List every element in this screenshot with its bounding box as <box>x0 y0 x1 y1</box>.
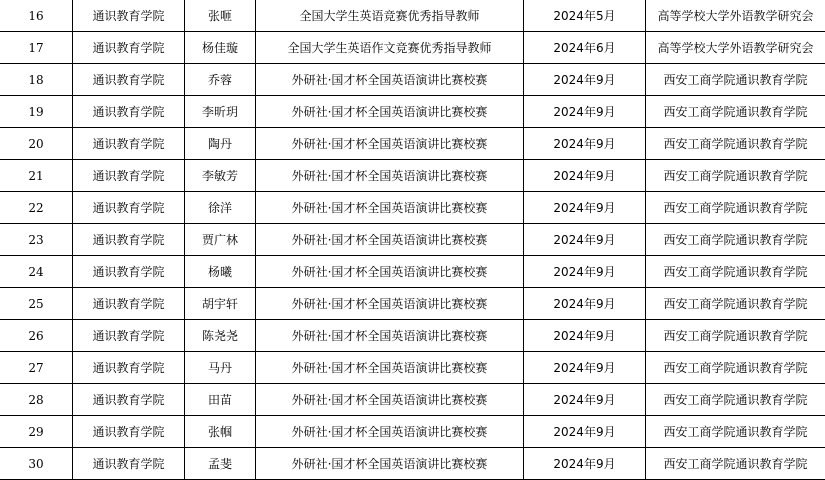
table-row <box>0 416 825 448</box>
organizer-cell: 西安工商学院通识教育学院 <box>646 352 825 384</box>
date-cell: 2024年9月 <box>524 320 646 352</box>
table-row <box>0 320 825 352</box>
teacher-name-cell: 杨曦 <box>185 256 256 288</box>
award-cell: 外研社·国才杯全国英语演讲比赛校赛 <box>256 256 524 288</box>
organizer-cell: 西安工商学院通识教育学院 <box>646 320 825 352</box>
table-row <box>0 224 825 256</box>
college-cell: 通识教育学院 <box>73 128 185 160</box>
date-cell: 2024年9月 <box>524 448 646 480</box>
award-cell: 全国大学生英语作文竞赛优秀指导教师 <box>256 32 524 64</box>
row-number-cell: 26 <box>0 320 73 352</box>
college-cell: 通识教育学院 <box>73 32 185 64</box>
teacher-name-cell: 乔蓉 <box>185 64 256 96</box>
row-number-cell: 28 <box>0 384 73 416</box>
table-row <box>0 448 825 480</box>
organizer-cell: 西安工商学院通识教育学院 <box>646 96 825 128</box>
organizer-cell: 西安工商学院通识教育学院 <box>646 384 825 416</box>
date-cell: 2024年6月 <box>524 32 646 64</box>
award-cell: 外研社·国才杯全国英语演讲比赛校赛 <box>256 384 524 416</box>
row-number-cell: 23 <box>0 224 73 256</box>
college-cell: 通识教育学院 <box>73 96 185 128</box>
organizer-cell: 西安工商学院通识教育学院 <box>646 288 825 320</box>
teacher-name-cell: 杨佳璇 <box>185 32 256 64</box>
award-cell: 外研社·国才杯全国英语演讲比赛校赛 <box>256 288 524 320</box>
row-number-cell: 16 <box>0 0 73 32</box>
college-cell: 通识教育学院 <box>73 384 185 416</box>
teacher-name-cell: 徐洋 <box>185 192 256 224</box>
teacher-name-cell: 孟斐 <box>185 448 256 480</box>
teacher-name-cell: 贾广林 <box>185 224 256 256</box>
college-cell: 通识教育学院 <box>73 416 185 448</box>
organizer-cell: 西安工商学院通识教育学院 <box>646 128 825 160</box>
teacher-name-cell: 张帼 <box>185 416 256 448</box>
organizer-cell: 高等学校大学外语教学研究会 <box>646 0 825 32</box>
organizer-cell: 西安工商学院通识教育学院 <box>646 160 825 192</box>
organizer-cell: 西安工商学院通识教育学院 <box>646 192 825 224</box>
date-cell: 2024年9月 <box>524 64 646 96</box>
table-row <box>0 160 825 192</box>
organizer-cell: 西安工商学院通识教育学院 <box>646 448 825 480</box>
teacher-name-cell: 马丹 <box>185 352 256 384</box>
college-cell: 通识教育学院 <box>73 320 185 352</box>
college-cell: 通识教育学院 <box>73 288 185 320</box>
row-number-cell: 29 <box>0 416 73 448</box>
award-cell: 外研社·国才杯全国英语演讲比赛校赛 <box>256 128 524 160</box>
date-cell: 2024年9月 <box>524 384 646 416</box>
college-cell: 通识教育学院 <box>73 64 185 96</box>
date-cell: 2024年9月 <box>524 256 646 288</box>
teacher-name-cell: 胡宇轩 <box>185 288 256 320</box>
row-number-cell: 24 <box>0 256 73 288</box>
college-cell: 通识教育学院 <box>73 160 185 192</box>
college-cell: 通识教育学院 <box>73 192 185 224</box>
college-cell: 通识教育学院 <box>73 256 185 288</box>
row-number-cell: 20 <box>0 128 73 160</box>
teacher-name-cell: 陶丹 <box>185 128 256 160</box>
date-cell: 2024年9月 <box>524 288 646 320</box>
organizer-cell: 高等学校大学外语教学研究会 <box>646 32 825 64</box>
teacher-name-cell: 田苗 <box>185 384 256 416</box>
table-row <box>0 352 825 384</box>
college-cell: 通识教育学院 <box>73 224 185 256</box>
table-row <box>0 128 825 160</box>
award-cell: 外研社·国才杯全国英语演讲比赛校赛 <box>256 448 524 480</box>
date-cell: 2024年9月 <box>524 224 646 256</box>
table-row <box>0 384 825 416</box>
award-cell: 外研社·国才杯全国英语演讲比赛校赛 <box>256 416 524 448</box>
teacher-name-cell: 陈尧尧 <box>185 320 256 352</box>
award-cell: 外研社·国才杯全国英语演讲比赛校赛 <box>256 160 524 192</box>
row-number-cell: 27 <box>0 352 73 384</box>
date-cell: 2024年9月 <box>524 160 646 192</box>
row-number-cell: 25 <box>0 288 73 320</box>
row-number-cell: 21 <box>0 160 73 192</box>
award-cell: 外研社·国才杯全国英语演讲比赛校赛 <box>256 64 524 96</box>
row-number-cell: 30 <box>0 448 73 480</box>
award-cell: 外研社·国才杯全国英语演讲比赛校赛 <box>256 192 524 224</box>
organizer-cell: 西安工商学院通识教育学院 <box>646 64 825 96</box>
date-cell: 2024年9月 <box>524 192 646 224</box>
row-number-cell: 19 <box>0 96 73 128</box>
organizer-cell: 西安工商学院通识教育学院 <box>646 256 825 288</box>
award-cell: 外研社·国才杯全国英语演讲比赛校赛 <box>256 224 524 256</box>
table-row <box>0 288 825 320</box>
award-cell: 全国大学生英语竞赛优秀指导教师 <box>256 0 524 32</box>
award-cell: 外研社·国才杯全国英语演讲比赛校赛 <box>256 320 524 352</box>
table-row <box>0 64 825 96</box>
date-cell: 2024年9月 <box>524 416 646 448</box>
teacher-name-cell: 张咂 <box>185 0 256 32</box>
date-cell: 2024年9月 <box>524 96 646 128</box>
date-cell: 2024年9月 <box>524 128 646 160</box>
date-cell: 2024年5月 <box>524 0 646 32</box>
college-cell: 通识教育学院 <box>73 448 185 480</box>
award-cell: 外研社·国才杯全国英语演讲比赛校赛 <box>256 96 524 128</box>
college-cell: 通识教育学院 <box>73 0 185 32</box>
award-cell: 外研社·国才杯全国英语演讲比赛校赛 <box>256 352 524 384</box>
table-row <box>0 256 825 288</box>
organizer-cell: 西安工商学院通识教育学院 <box>646 416 825 448</box>
table-row <box>0 192 825 224</box>
organizer-cell: 西安工商学院通识教育学院 <box>646 224 825 256</box>
college-cell: 通识教育学院 <box>73 352 185 384</box>
row-number-cell: 18 <box>0 64 73 96</box>
row-number-cell: 17 <box>0 32 73 64</box>
table-row <box>0 32 825 64</box>
row-number-cell: 22 <box>0 192 73 224</box>
table-row <box>0 96 825 128</box>
table-row <box>0 0 825 32</box>
teacher-name-cell: 李昕玥 <box>185 96 256 128</box>
date-cell: 2024年9月 <box>524 352 646 384</box>
teacher-name-cell: 李敏芳 <box>185 160 256 192</box>
